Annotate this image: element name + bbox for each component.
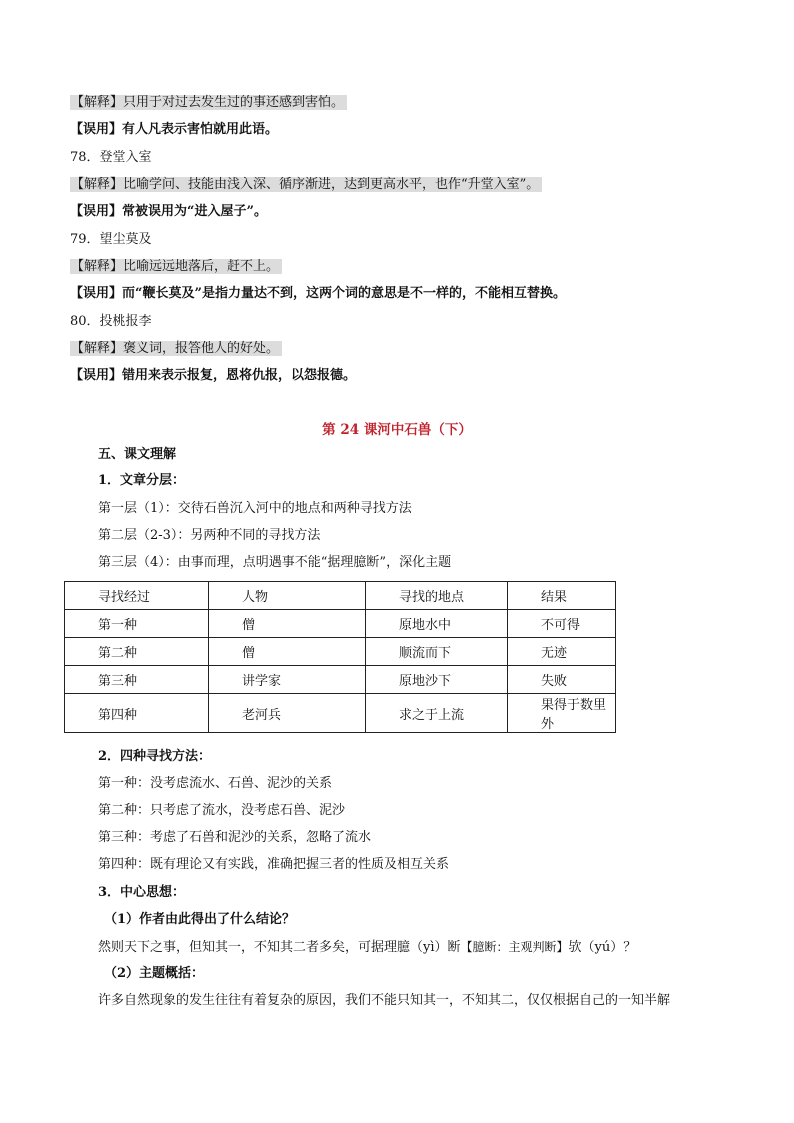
explain-text: 比喻远远地落后，赶不上。 xyxy=(123,259,280,274)
explain-line xyxy=(70,176,542,194)
layer-line: 第二层（2-3）：另两种不同的寻找方法 xyxy=(98,528,321,543)
answer-text: 然则天下之事，但知其一，不知其二者多矣，可据理臆（yì）断 xyxy=(98,940,461,955)
table-cell: 第四种 xyxy=(65,694,209,733)
table-cell: 讲学家 xyxy=(209,666,366,694)
misuse-line xyxy=(70,203,267,221)
subsection-heading: 3．中心思想： xyxy=(98,885,186,900)
explain-text: 褒义词，报答他人的好处。 xyxy=(123,341,280,356)
misuse-label: 【误用】 xyxy=(70,368,123,383)
misuse-line xyxy=(70,121,278,139)
table-cell: 原地水中 xyxy=(366,610,508,638)
table-cell: 僧 xyxy=(209,638,366,666)
misuse-text: 有人凡表示害怕就用此语。 xyxy=(122,122,279,137)
table-row xyxy=(65,694,616,733)
question-heading: （1）作者由此得出了什么结论？ xyxy=(104,912,296,927)
method-line: 第四种：既有理论又有实践，准确把握三者的性质及相互关系 xyxy=(98,857,450,872)
idiom-number: 80． xyxy=(70,314,100,329)
explain-label: 【解释】 xyxy=(71,95,124,110)
explain-text: 只用于对过去发生过的事还感到害怕。 xyxy=(123,95,345,110)
lesson-title: 第 24 课河中石兽（下） xyxy=(322,422,472,438)
idiom-name: 望尘莫及 xyxy=(99,232,152,247)
question-answer xyxy=(98,938,636,957)
method-line: 第二种：只考虑了流水，没考虑石兽、泥沙 xyxy=(98,803,346,818)
idiom-number: 79． xyxy=(70,232,100,247)
explain-line xyxy=(70,340,282,358)
idiom-number: 78． xyxy=(70,150,100,165)
misuse-text: 而“鞭长莫及”是指力量达不到，这两个词的意思是不一样的，不能相互替换。 xyxy=(122,286,566,301)
table-row xyxy=(65,666,616,694)
subsection-heading: 1．文章分层： xyxy=(98,473,186,488)
table-cell: 第二种 xyxy=(65,638,209,666)
misuse-text: 错用来表示报复，恩将仇报，以怨报德。 xyxy=(122,368,357,383)
subsection-heading: 2．四种寻找方法： xyxy=(98,749,212,764)
table-row xyxy=(65,610,616,638)
table-cell: 无迹 xyxy=(508,638,616,666)
explain-label: 【解释】 xyxy=(71,341,124,356)
table-header-cell: 人物 xyxy=(209,582,366,610)
idiom-heading xyxy=(70,231,152,249)
layer-line: 第三层（4）：由事而理，点明遇事不能“据理臆断”，深化主题 xyxy=(98,555,452,570)
section-heading: 五、课文理解 xyxy=(98,447,177,462)
table-row xyxy=(65,638,616,666)
question-answer: 许多自然现象的发生往往有着复杂的原因，我们不能只知其一，不知其二，仅仅根据自己的一知半解 xyxy=(98,993,671,1008)
question-heading: （2）主题概括： xyxy=(104,966,205,981)
table-cell: 顺流而下 xyxy=(366,638,508,666)
explain-text: 比喻学问、技能由浅入深、循序渐进，达到更高水平，也作“升堂入室”。 xyxy=(123,177,540,192)
table-cell: 第一种 xyxy=(65,610,209,638)
method-line: 第三种：考虑了石兽和泥沙的关系，忽略了流水 xyxy=(98,830,372,845)
table-cell: 原地沙下 xyxy=(366,666,508,694)
table-cell: 老河兵 xyxy=(209,694,366,733)
misuse-label: 【误用】 xyxy=(70,286,123,301)
idiom-heading xyxy=(70,313,152,331)
annotation-note: 【臆断：主观判断】 xyxy=(460,940,569,954)
misuse-line xyxy=(70,367,356,385)
method-line: 第一种：没考虑流水、石兽、泥沙的关系 xyxy=(98,776,333,791)
misuse-line xyxy=(70,285,566,303)
misuse-label: 【误用】 xyxy=(70,204,123,219)
explain-line xyxy=(70,94,347,112)
idiom-name: 登堂入室 xyxy=(99,150,152,165)
table-header-row xyxy=(65,582,616,610)
misuse-text: 常被误用为“进入屋子”。 xyxy=(122,204,267,219)
layer-line: 第一层（1）：交待石兽沉入河中的地点和两种寻找方法 xyxy=(98,501,412,516)
misuse-label: 【误用】 xyxy=(70,122,123,137)
explain-label: 【解释】 xyxy=(71,177,124,192)
table-cell: 第三种 xyxy=(65,666,209,694)
table-cell: 失败 xyxy=(508,666,616,694)
table-header-cell: 结果 xyxy=(508,582,616,610)
answer-text: 欤（yú）？ xyxy=(568,940,637,955)
table-cell: 果得于数里外 xyxy=(508,694,616,733)
table-cell: 求之于上流 xyxy=(366,694,508,733)
search-table xyxy=(64,581,616,733)
table-header-cell: 寻找的地点 xyxy=(366,582,508,610)
explain-label: 【解释】 xyxy=(71,259,124,274)
table-cell: 僧 xyxy=(209,610,366,638)
table-cell: 不可得 xyxy=(508,610,616,638)
idiom-name: 投桃报李 xyxy=(99,314,152,329)
explain-line xyxy=(70,258,282,276)
table-header-cell: 寻找经过 xyxy=(65,582,209,610)
idiom-heading xyxy=(70,149,152,167)
